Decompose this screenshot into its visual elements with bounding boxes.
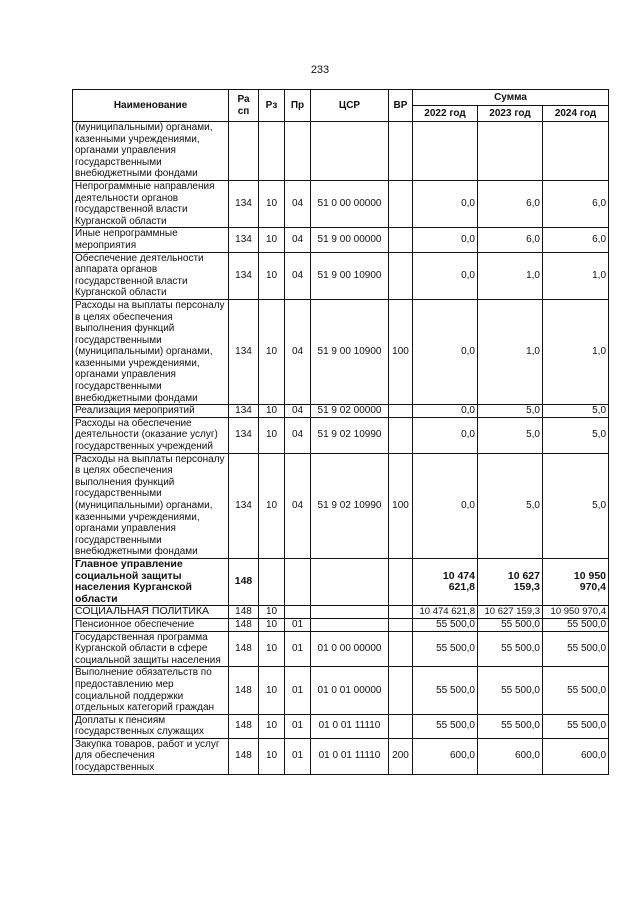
table-row xyxy=(73,667,609,714)
budget-table xyxy=(72,89,609,775)
row-vr xyxy=(389,405,413,418)
row-rz xyxy=(259,558,285,605)
row-vr xyxy=(389,228,413,252)
row-vr xyxy=(389,631,413,667)
table-row xyxy=(73,618,609,631)
row-rz: 10 xyxy=(259,618,285,631)
row-vr xyxy=(389,252,413,299)
row-2022: 0,0 xyxy=(413,405,478,418)
row-name: Государственная программа Курганской области в сфере социальной защиты населения xyxy=(73,631,229,667)
row-pr: 01 xyxy=(285,714,311,738)
row-csr xyxy=(311,558,389,605)
row-2024: 10 950 970,4 xyxy=(543,606,609,619)
row-csr: 01 0 00 00000 xyxy=(311,631,389,667)
row-pr: 01 xyxy=(285,631,311,667)
row-2024: 600,0 xyxy=(543,738,609,774)
row-2023: 5,0 xyxy=(478,453,543,558)
row-pr: 01 xyxy=(285,738,311,774)
row-2022: 600,0 xyxy=(413,738,478,774)
row-rz: 10 xyxy=(259,631,285,667)
row-rz: 10 xyxy=(259,405,285,418)
header-csr: ЦСР xyxy=(311,90,389,122)
row-pr xyxy=(285,122,311,181)
row-pr: 01 xyxy=(285,618,311,631)
row-pr: 04 xyxy=(285,299,311,404)
row-name: Главное управление социальной защиты населения Курганской области xyxy=(73,558,229,605)
row-pr xyxy=(285,606,311,619)
row-ra: 148 xyxy=(229,631,259,667)
row-ra: 134 xyxy=(229,228,259,252)
row-2024: 10 950 970,4 xyxy=(543,558,609,605)
header-pr: Пр xyxy=(285,90,311,122)
row-2024: 5,0 xyxy=(543,405,609,418)
row-ra: 134 xyxy=(229,417,259,453)
row-pr: 01 xyxy=(285,667,311,714)
row-csr: 51 9 02 00000 xyxy=(311,405,389,418)
row-name: (муниципальными) органами, казенными учреждениями, органами управления государственными внебюджетными фондами xyxy=(73,122,229,181)
row-csr: 51 9 02 10990 xyxy=(311,417,389,453)
row-2022: 0,0 xyxy=(413,180,478,227)
row-2024: 1,0 xyxy=(543,299,609,404)
row-2023: 10 627 159,3 xyxy=(478,558,543,605)
row-rz: 10 xyxy=(259,738,285,774)
row-rz xyxy=(259,122,285,181)
table-row-section xyxy=(73,606,609,619)
header-vr: ВР xyxy=(389,90,413,122)
row-2022: 0,0 xyxy=(413,252,478,299)
row-ra: 134 xyxy=(229,180,259,227)
row-vr xyxy=(389,180,413,227)
table-row xyxy=(73,453,609,558)
row-2022: 55 500,0 xyxy=(413,631,478,667)
row-vr xyxy=(389,417,413,453)
table-row xyxy=(73,714,609,738)
row-csr: 51 9 02 10990 xyxy=(311,453,389,558)
row-2022: 10 474 621,8 xyxy=(413,606,478,619)
row-2024: 6,0 xyxy=(543,180,609,227)
row-2023: 55 500,0 xyxy=(478,618,543,631)
row-2022: 55 500,0 xyxy=(413,667,478,714)
header-2024: 2024 год xyxy=(543,106,609,122)
row-rz: 10 xyxy=(259,180,285,227)
row-2024: 6,0 xyxy=(543,228,609,252)
row-name: Доплаты к пенсиям государственных служащих xyxy=(73,714,229,738)
row-csr: 01 0 01 00000 xyxy=(311,667,389,714)
row-ra: 148 xyxy=(229,618,259,631)
row-2024 xyxy=(543,122,609,181)
row-2023: 1,0 xyxy=(478,299,543,404)
row-rz: 10 xyxy=(259,714,285,738)
table-row xyxy=(73,180,609,227)
row-2022: 0,0 xyxy=(413,417,478,453)
row-name: Непрограммные направления деятельности органов государственной власти Курганской области xyxy=(73,180,229,227)
row-ra: 148 xyxy=(229,738,259,774)
row-pr: 04 xyxy=(285,453,311,558)
row-rz: 10 xyxy=(259,299,285,404)
row-csr: 51 9 00 10900 xyxy=(311,252,389,299)
row-csr xyxy=(311,606,389,619)
row-2024: 55 500,0 xyxy=(543,667,609,714)
row-2024: 1,0 xyxy=(543,252,609,299)
row-2022: 0,0 xyxy=(413,299,478,404)
row-ra: 134 xyxy=(229,299,259,404)
row-vr: 100 xyxy=(389,299,413,404)
header-2022: 2022 год xyxy=(413,106,478,122)
row-vr xyxy=(389,667,413,714)
row-2023: 1,0 xyxy=(478,252,543,299)
row-pr: 04 xyxy=(285,417,311,453)
row-2022: 55 500,0 xyxy=(413,714,478,738)
row-rz: 10 xyxy=(259,417,285,453)
row-pr: 04 xyxy=(285,180,311,227)
row-2023: 55 500,0 xyxy=(478,631,543,667)
table-row xyxy=(73,417,609,453)
table-row xyxy=(73,299,609,404)
row-csr: 01 0 01 11110 xyxy=(311,738,389,774)
row-vr xyxy=(389,558,413,605)
row-rz: 10 xyxy=(259,252,285,299)
row-pr: 04 xyxy=(285,228,311,252)
row-2023: 10 627 159,3 xyxy=(478,606,543,619)
row-2023: 600,0 xyxy=(478,738,543,774)
row-2022 xyxy=(413,122,478,181)
row-2023 xyxy=(478,122,543,181)
row-ra: 148 xyxy=(229,714,259,738)
row-2024: 55 500,0 xyxy=(543,631,609,667)
table-row xyxy=(73,122,609,181)
header-ra: Ра сп xyxy=(229,90,259,122)
row-csr xyxy=(311,618,389,631)
table-row-agency xyxy=(73,558,609,605)
page-number: 233 xyxy=(310,64,330,76)
row-2022: 10 474 621,8 xyxy=(413,558,478,605)
header-2023: 2023 год xyxy=(478,106,543,122)
row-2022: 0,0 xyxy=(413,228,478,252)
row-rz: 10 xyxy=(259,228,285,252)
row-rz: 10 xyxy=(259,606,285,619)
row-name: СОЦИАЛЬНАЯ ПОЛИТИКА xyxy=(73,606,229,619)
row-name: Обеспечение деятельности аппарата органов государственной власти Курганской области xyxy=(73,252,229,299)
row-ra: 148 xyxy=(229,606,259,619)
table-row xyxy=(73,631,609,667)
row-2023: 6,0 xyxy=(478,228,543,252)
row-vr xyxy=(389,618,413,631)
row-2023: 55 500,0 xyxy=(478,714,543,738)
header-sum: Сумма xyxy=(413,90,609,106)
table-row xyxy=(73,252,609,299)
row-name: Выполнение обязательств по предоставлению мер социальной поддержки отдельных категорий граждан xyxy=(73,667,229,714)
row-name: Расходы на выплаты персоналу в целях обеспечения выполнения функций государственными (муниципальными) органами, казенными учреждениями, органами управления государственными внебюджетными фондами xyxy=(73,453,229,558)
row-ra: 134 xyxy=(229,252,259,299)
row-2023: 6,0 xyxy=(478,180,543,227)
row-pr: 04 xyxy=(285,405,311,418)
row-csr: 51 0 00 00000 xyxy=(311,180,389,227)
row-ra: 148 xyxy=(229,558,259,605)
row-csr xyxy=(311,122,389,181)
row-2024: 55 500,0 xyxy=(543,714,609,738)
row-vr xyxy=(389,122,413,181)
row-vr xyxy=(389,714,413,738)
row-csr: 51 9 00 00000 xyxy=(311,228,389,252)
row-2023: 5,0 xyxy=(478,417,543,453)
row-pr xyxy=(285,558,311,605)
row-ra xyxy=(229,122,259,181)
row-2023: 55 500,0 xyxy=(478,667,543,714)
table-row xyxy=(73,738,609,774)
header-rz: Рз xyxy=(259,90,285,122)
row-name: Пенсионное обеспечение xyxy=(73,618,229,631)
row-vr: 200 xyxy=(389,738,413,774)
row-name: Расходы на выплаты персоналу в целях обеспечения выполнения функций государственными (муниципальными) органами, казенными учреждениями, органами управления государственными внебюджетными фондами xyxy=(73,299,229,404)
row-ra: 134 xyxy=(229,405,259,418)
row-ra: 134 xyxy=(229,453,259,558)
row-rz: 10 xyxy=(259,453,285,558)
header-name: Наименование xyxy=(73,90,229,122)
row-2024: 5,0 xyxy=(543,417,609,453)
row-vr xyxy=(389,606,413,619)
table-row xyxy=(73,228,609,252)
row-ra: 148 xyxy=(229,667,259,714)
row-2024: 5,0 xyxy=(543,453,609,558)
row-name: Расходы на обеспечение деятельности (оказание услуг) государственных учреждений xyxy=(73,417,229,453)
row-vr: 100 xyxy=(389,453,413,558)
row-name: Закупка товаров, работ и услуг для обеспечения государственных xyxy=(73,738,229,774)
table-row xyxy=(73,405,609,418)
row-2023: 5,0 xyxy=(478,405,543,418)
row-name: Реализация мероприятий xyxy=(73,405,229,418)
row-rz: 10 xyxy=(259,667,285,714)
row-pr: 04 xyxy=(285,252,311,299)
row-csr: 01 0 01 11110 xyxy=(311,714,389,738)
row-2022: 0,0 xyxy=(413,453,478,558)
row-name: Иные непрограммные мероприятия xyxy=(73,228,229,252)
table-body xyxy=(73,122,609,775)
row-2022: 55 500,0 xyxy=(413,618,478,631)
row-csr: 51 9 00 10900 xyxy=(311,299,389,404)
table-header xyxy=(73,90,609,122)
row-2024: 55 500,0 xyxy=(543,618,609,631)
